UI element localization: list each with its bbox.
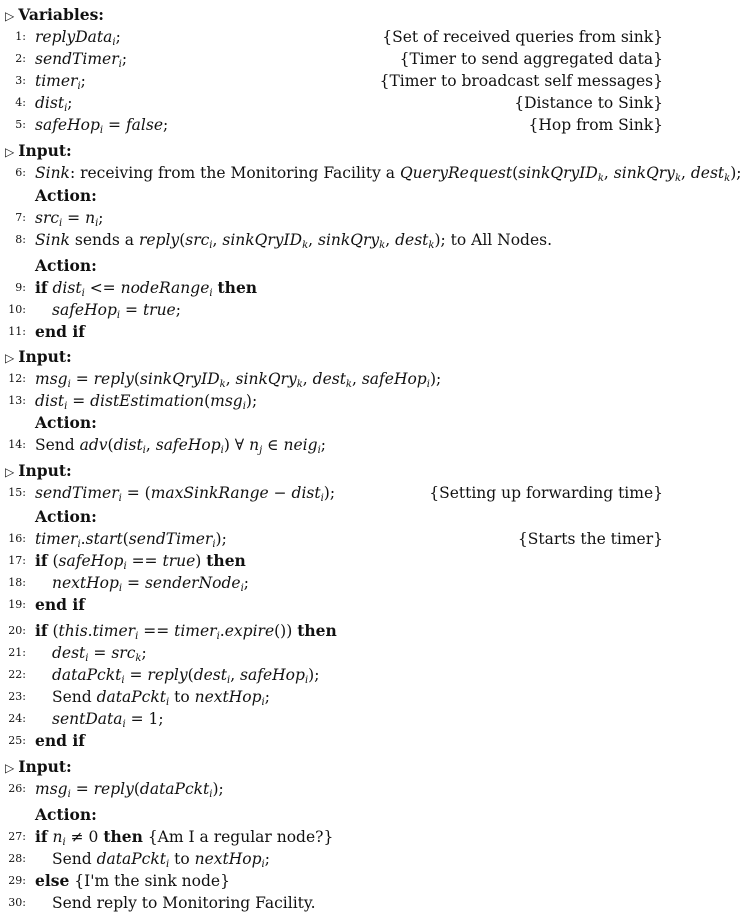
line-code: safeHop$_i$ = false; (35, 116, 169, 136)
algorithm-line: 22: dataPckt$_i$ = reply(dest$_i$, safeHop$_i$); (8, 666, 320, 686)
line-code: Sink: receiving from the Monitoring Facility a QueryRequest(sinkQryID$_k$, sinkQry$_k$, dest$_k$); (35, 164, 742, 184)
algorithm-line: 25: end if (8, 731, 85, 750)
triangle-icon: ▷ (5, 761, 15, 775)
algorithm-line: 20: if (this.timer$_i$ == timer$_i$.expire()) then (8, 621, 337, 642)
triangle-icon: ▷ (5, 9, 15, 23)
algorithm-line: 17: if (safeHop$_i$ == true) then (8, 551, 246, 572)
algorithm-line: 12: msg$_i$ = reply(sinkQryID$_k$, sinkQry$_k$, dest$_k$, safeHop$_i$); (8, 370, 442, 390)
algorithm-line: 28: Send dataPckt$_i$ to nextHop$_i$; (8, 850, 270, 870)
line-comment: {Hop from Sink} (528, 116, 663, 134)
algorithm-line: 6: Sink: receiving from the Monitoring Facility a QueryRequest(sinkQryID$_k$, sinkQry$_k$, dest$_k$); (15, 164, 742, 184)
line-code: dist$_i$; (35, 94, 73, 114)
line-comment: {Starts the timer} (517, 530, 663, 548)
line-code: if (this.timer$_i$ == timer$_i$.expire()) then (35, 621, 337, 642)
line-code: safeHop$_i$ = true; (52, 301, 181, 321)
algorithm-line: 3: timer$_i$; {Timer to broadcast self messages} (15, 72, 663, 92)
section-header-input: ▷ Input: (5, 461, 72, 480)
line-code: nextHop$_i$ = senderNode$_i$; (52, 574, 249, 594)
line-comment: {Timer to broadcast self messages} (379, 72, 663, 90)
line-code: msg$_i$ = reply(dataPckt$_i$); (35, 780, 224, 800)
line-code: Send reply to Monitoring Facility. (52, 894, 316, 912)
algorithm-line: 5: safeHop$_i$ = false; {Hop from Sink} (15, 116, 663, 136)
line-code: Sink sends a reply(src$_i$, sinkQryID$_k$, sinkQry$_k$, dest$_k$); to All Nodes. (35, 231, 553, 251)
algorithm-line: 13: dist$_i$ = distEstimation(msg$_i$); (8, 392, 258, 412)
algorithm-line: 1: replyData$_i$; {Set of received queries from sink} (15, 28, 663, 48)
line-comment: {Timer to send aggregated data} (399, 50, 663, 68)
line-comment: {Set of received queries from sink} (382, 28, 663, 46)
algorithm-line: 2: sendTimer$_i$; {Timer to send aggregated data} (15, 50, 663, 70)
algorithm-line: 9: if dist$_i$ <= nodeRange$_i$ then (15, 278, 258, 299)
algorithm-line: 26: msg$_i$ = reply(dataPckt$_i$); (8, 780, 224, 800)
line-code: dist$_i$ = distEstimation(msg$_i$); (35, 392, 258, 412)
algorithm-line: 10: safeHop$_i$ = true; (8, 301, 181, 321)
line-code: $src_i = n_i$; (35, 209, 104, 229)
algorithm-line: 8: Sink sends a reply(src$_i$, sinkQryID$_k$, sinkQry$_k$, dest$_k$); to All Nodes. (15, 231, 553, 251)
section-header-action: Action: (35, 256, 97, 275)
algorithm-line: 18: nextHop$_i$ = senderNode$_i$; (8, 574, 249, 594)
line-code: timer$_i$.start(sendTimer$_i$); (35, 530, 227, 550)
line-code: sendTimer$_i$; (35, 50, 128, 70)
algorithm-line: 4: dist$_i$; {Distance to Sink} (15, 94, 663, 114)
line-code: sendTimer$_i$ = (maxSinkRange − dist$_i$); (35, 484, 336, 504)
line-code: if $n_i \ne 0$ then {Am I a regular node?} (35, 827, 334, 848)
line-comment: {Setting up forwarding time} (429, 484, 663, 502)
section-header-action: Action: (35, 186, 97, 205)
triangle-icon: ▷ (5, 351, 15, 365)
algorithm-line: 11: end if (8, 322, 85, 341)
line-code: end if (35, 731, 85, 750)
section-header-action: Action: (35, 805, 97, 824)
section-header-input: ▷ Input: (5, 347, 72, 366)
algorithm-line: 14: Send adv(dist$_i$, safeHop$_i$) ∀ $n_j$ ∈ neig$_i$; (8, 436, 326, 456)
line-code: dataPckt$_i$ = reply(dest$_i$, safeHop$_i$); (52, 666, 320, 686)
line-code: Send adv(dist$_i$, safeHop$_i$) ∀ $n_j$ ∈ neig$_i$; (35, 436, 326, 456)
line-code: if dist$_i$ <= nodeRange$_i$ then (35, 278, 258, 299)
section-header-action: Action: (35, 413, 97, 432)
section-header-input: ▷ Input: (5, 757, 72, 776)
algorithm-line: 7: $src_i = n_i$; (15, 209, 104, 229)
line-code: Send dataPckt$_i$ to nextHop$_i$; (52, 688, 270, 708)
line-code: if (safeHop$_i$ == true) then (35, 551, 246, 572)
section-header-variables: ▷ Variables: (5, 5, 105, 24)
line-code: Send dataPckt$_i$ to nextHop$_i$; (52, 850, 270, 870)
line-code: else {I'm the sink node} (35, 871, 230, 890)
algorithm-line: 16: timer$_i$.start(sendTimer$_i$); {Starts the timer} (8, 530, 663, 550)
triangle-icon: ▷ (5, 145, 15, 159)
line-code: dest$_i$ = src$_k$; (52, 644, 147, 664)
algorithm-line: 24: sentData$_i$ = 1; (8, 710, 164, 730)
line-code: sentData$_i$ = 1; (52, 710, 164, 730)
line-code: end if (35, 595, 85, 614)
algorithm-line: 21: dest$_i$ = src$_k$; (8, 644, 147, 664)
algorithm-line: 30: Send reply to Monitoring Facility. (8, 894, 316, 912)
section-header-input: ▷ Input: (5, 141, 72, 160)
line-code: replyData$_i$; (35, 28, 121, 48)
triangle-icon: ▷ (5, 465, 15, 479)
line-comment: {Distance to Sink} (514, 94, 663, 112)
line-code: end if (35, 322, 85, 341)
algorithm-line: 27: if $n_i \ne 0$ then {Am I a regular node?} (8, 827, 334, 848)
algorithm-line: 29: else {I'm the sink node} (8, 871, 230, 890)
line-code: timer$_i$; (35, 72, 86, 92)
algorithm-line: 15: sendTimer$_i$ = (maxSinkRange − dist$_i$); {Setting up forwarding time} (8, 484, 663, 504)
algorithm-line: 23: Send dataPckt$_i$ to nextHop$_i$; (8, 688, 270, 708)
algorithm-line: 19: end if (8, 595, 85, 614)
line-code: msg$_i$ = reply(sinkQryID$_k$, sinkQry$_k$, dest$_k$, safeHop$_i$); (35, 370, 442, 390)
section-header-action: Action: (35, 507, 97, 526)
